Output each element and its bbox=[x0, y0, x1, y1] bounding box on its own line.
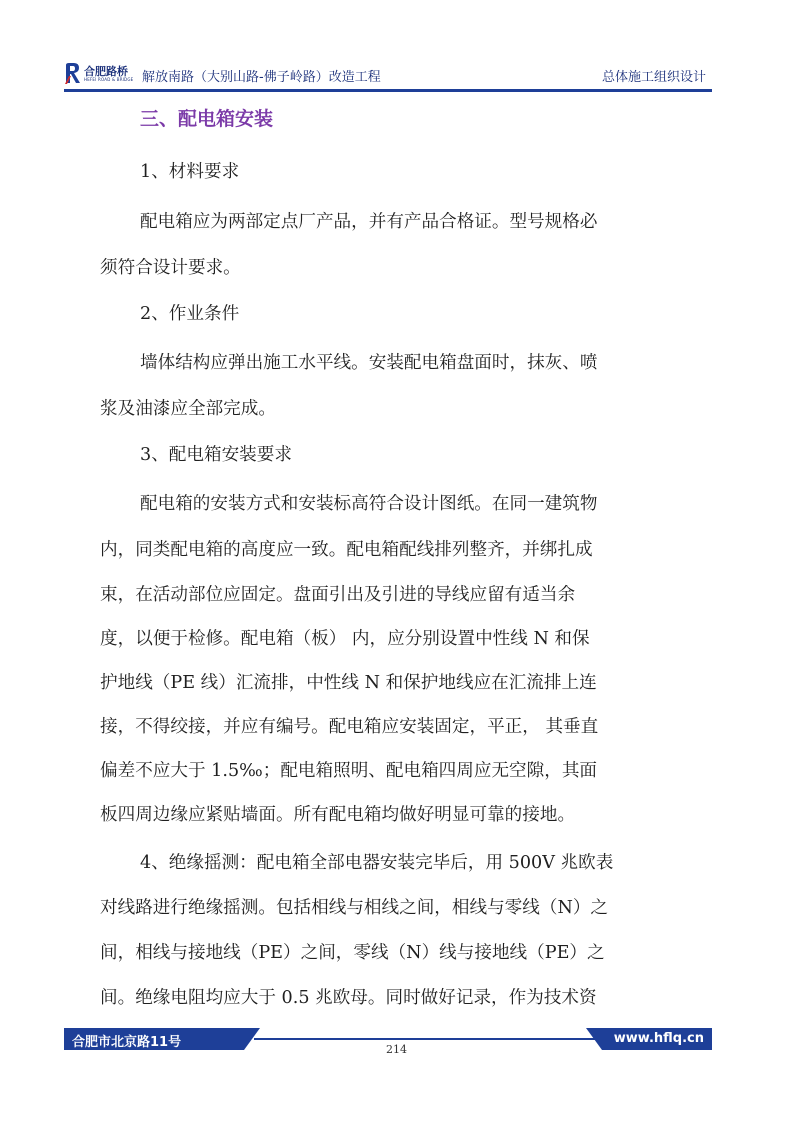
subheading-conditions: 2、作业条件 bbox=[140, 304, 240, 324]
header-divider bbox=[64, 89, 712, 92]
paragraph-line: 接，不得绞接，并应有编号。配电箱应安装固定，平正， 其垂直 bbox=[100, 717, 599, 737]
paragraph-line: 配电箱的安装方式和安装标高符合设计图纸。在同一建筑物 bbox=[140, 494, 598, 514]
paragraph-line: 墙体结构应弹出施工水平线。安装配电箱盘面时，抹灰、喷 bbox=[140, 353, 598, 373]
paragraph-line: 板四周边缘应紧贴墙面。所有配电箱均做好明显可靠的接地。 bbox=[100, 805, 576, 825]
company-logo bbox=[64, 62, 154, 86]
footer-address: 合肥市北京路11号 bbox=[72, 1035, 182, 1050]
subheading-install-requirements: 3、配电箱安装要求 bbox=[140, 445, 292, 465]
logo-text: 合肥路桥 bbox=[84, 65, 128, 78]
paragraph-line: 偏差不应大于 1.5‰；配电箱照明、配电箱四周应无空隙，其面 bbox=[100, 761, 598, 781]
paragraph-line: 4、绝缘摇测：配电箱全部电器安装完毕后，用 500V 兆欧表 bbox=[140, 853, 614, 873]
footer-divider bbox=[254, 1038, 640, 1040]
logo-subtext: HEFEI ROAD & BRIDGE bbox=[84, 77, 134, 82]
paragraph-line: 间，相线与接地线（PE）之间，零线（N）线与接地线（PE）之 bbox=[100, 943, 605, 963]
page-header bbox=[64, 60, 712, 88]
footer-website: www.hflq.cn bbox=[613, 1031, 704, 1046]
paragraph-line: 内，同类配电箱的高度应一致。配电箱配线排列整齐，并绑扎成 bbox=[100, 540, 593, 560]
logo-mark-icon bbox=[64, 62, 82, 84]
project-title: 解放南路（大别山路-佛子岭路）改造工程 bbox=[142, 70, 381, 85]
paragraph-line: 护地线（PE 线）汇流排，中性线 N 和保护地线应在汇流排上连 bbox=[100, 673, 597, 693]
subheading-materials: 1、材料要求 bbox=[140, 162, 240, 182]
paragraph-line: 浆及油漆应全部完成。 bbox=[100, 399, 276, 419]
paragraph-line: 束，在活动部位应固定。盘面引出及引进的导线应留有适当余 bbox=[100, 585, 576, 605]
paragraph-line: 间。绝缘电阻均应大于 0.5 兆欧母。同时做好记录，作为技术资 bbox=[100, 988, 597, 1008]
paragraph-line: 对线路进行绝缘摇测。包括相线与相线之间，相线与零线（N）之 bbox=[100, 898, 609, 918]
section-title: 三、配电箱安装 bbox=[140, 108, 274, 130]
document-title: 总体施工组织设计 bbox=[601, 70, 706, 85]
paragraph-line: 度，以便于检修。配电箱（板） 内，应分别设置中性线 N 和保 bbox=[100, 629, 590, 649]
paragraph-line: 须符合设计要求。 bbox=[100, 258, 241, 278]
paragraph-line: 配电箱应为两部定点厂产品，并有产品合格证。型号规格必 bbox=[140, 212, 598, 232]
page-number: 214 bbox=[386, 1043, 407, 1056]
